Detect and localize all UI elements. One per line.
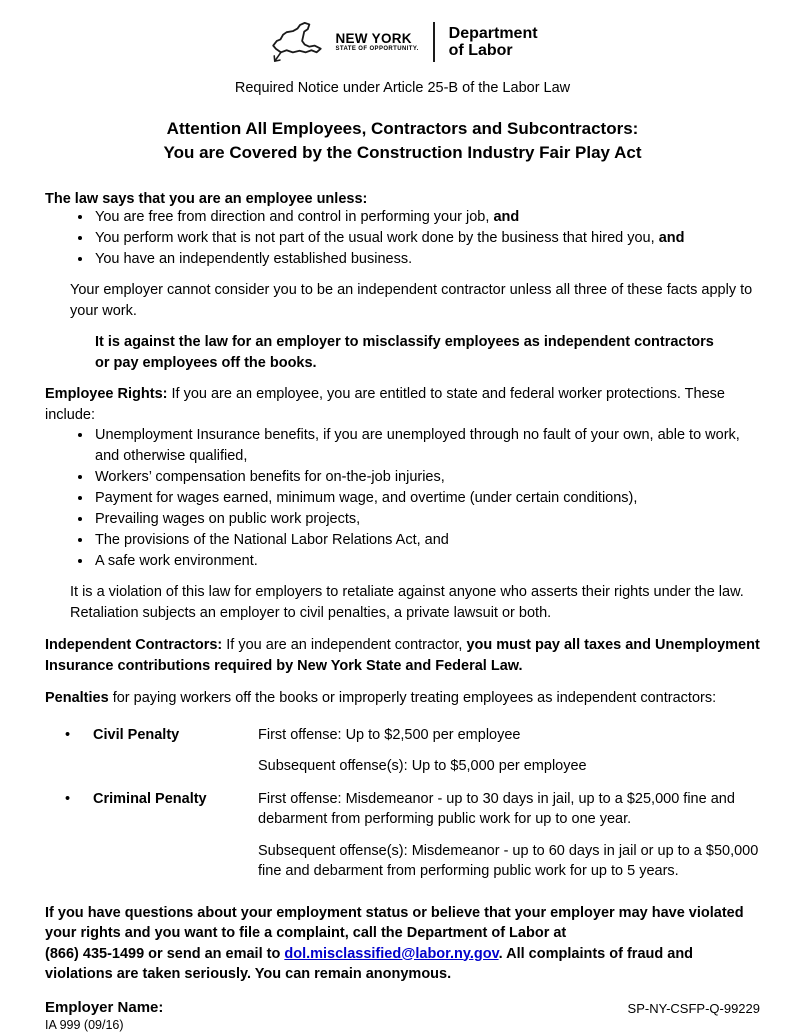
text-segment: You are free from direction and control in performing your job, xyxy=(95,209,494,225)
logo-divider xyxy=(433,22,435,62)
employee-rights-list xyxy=(45,425,760,572)
form-number: IA 999 (09/16) xyxy=(45,1017,124,1032)
required-notice-line: Required Notice under Article 25-B of the Labor Law xyxy=(234,80,571,96)
penalty-detail: First offense: Up to $2,500 per employee xyxy=(258,726,521,743)
penalties-intro xyxy=(45,688,760,709)
list-item: • Payment for wages earned, minimum wage, and overtime (under certain conditions), xyxy=(93,488,760,509)
retaliation-paragraph: It is a violation of this law for employers to retaliate against anyone who asserts their rights under the law. Retaliation subjects an employer to civil penalties, a private lawsuit or both. xyxy=(70,584,744,621)
page-title xyxy=(45,117,760,165)
penalties-table xyxy=(45,725,760,893)
list-item xyxy=(93,207,760,228)
text-segment: . All complaints of fraud and violations are taken seriously. You can remain anonymous. xyxy=(45,945,694,982)
logo-dept-line2: of Labor xyxy=(448,42,513,59)
penalty-detail: First offense: Misdemeanor - up to 30 days in jail, up to a $25,000 fine and debarment from performing public work for up to one year. xyxy=(258,790,735,827)
title-line2: You are Covered by the Construction Industry Fair Play Act xyxy=(163,143,642,162)
list-item xyxy=(93,228,760,249)
footer xyxy=(45,999,760,1016)
text-segment: (866) 435-1499 or send an email to xyxy=(45,945,285,962)
penalty-label: Criminal Penalty xyxy=(93,790,207,807)
penalty-label: Civil Penalty xyxy=(93,726,180,743)
list-item: • Unemployment Insurance benefits, if you are unemployed through no fault of your own, able to work, and otherwise qualified, xyxy=(93,425,760,467)
logo-new-york: NEW YORK xyxy=(335,30,412,46)
nydol-logo xyxy=(45,16,760,68)
list-item: • A safe work environment. xyxy=(93,551,760,572)
text-segment: You perform work that is not part of the usual work done by the business that hired you, xyxy=(95,230,659,246)
bullet-icon: • xyxy=(65,726,71,743)
text-segment: for paying workers off the books or improperly treating employees as independent contractors: xyxy=(108,690,717,706)
text-segment: If you have questions about your employment status or believe that your employer may have violated your rights and you want to file a complaint, call the Department of Labor at xyxy=(45,904,744,941)
law-says-list xyxy=(45,207,760,270)
document-code: SP-NY-CSFP-Q-99229 xyxy=(627,1000,760,1016)
penalty-description xyxy=(258,789,760,893)
text-segment: and xyxy=(658,230,685,246)
logo-brand-text xyxy=(335,32,418,53)
text-segment: you must pay all taxes and Unemployment Insurance contributions required by New York State and Federal Law. xyxy=(45,637,760,674)
text-segment: Employee Rights: xyxy=(45,386,168,402)
employer-name-label: Employer Name: xyxy=(45,998,164,1016)
employee-rights-lead xyxy=(45,384,760,425)
penalty-detail: Subsequent offense(s): Misdemeanor - up to 60 days in jail or up to a $50,000 fine and debarment from performing public work for up to 5 years. xyxy=(258,842,759,879)
list-item xyxy=(93,249,760,270)
logo-department-of-labor xyxy=(449,25,538,59)
text-segment: Independent Contractors: xyxy=(45,637,223,653)
list-item: • Workers’ compensation benefits for on-the-job injuries, xyxy=(93,467,760,488)
list-item: • The provisions of the National Labor Relations Act, and xyxy=(93,530,760,551)
independent-contractors-paragraph xyxy=(45,635,760,676)
list-item: • Prevailing wages on public work projects, xyxy=(93,509,760,530)
penalty-description xyxy=(258,725,760,788)
table-row xyxy=(45,725,760,788)
employer-cannot-paragraph: Your employer cannot consider you to be an independent contractor unless all three of these facts apply to your work. xyxy=(70,282,753,319)
title-line1: Attention All Employees, Contractors and Subcontractors: xyxy=(166,119,639,138)
text-segment: If you are an independent contractor, xyxy=(222,637,467,653)
table-row xyxy=(45,789,760,893)
ny-state-outline-icon xyxy=(267,16,329,68)
bullet-icon: • xyxy=(65,790,71,807)
penalty-detail: Subsequent offense(s): Up to $5,000 per employee xyxy=(258,758,587,774)
misclassify-warning-paragraph: It is against the law for an employer to misclassify employees as independent contractors or pay employees off the books. xyxy=(95,334,714,371)
law-says-heading: The law says that you are an employee unless: xyxy=(45,191,368,207)
questions-paragraph xyxy=(45,903,760,985)
text-segment: and xyxy=(493,209,520,225)
logo-dept-line1: Department xyxy=(448,25,538,42)
email-link[interactable]: dol.misclassified@labor.ny.gov xyxy=(284,945,499,962)
text-segment: Penalties xyxy=(45,690,109,706)
text-segment: You have an independently established business. xyxy=(95,251,413,267)
logo-state-of-opportunity: STATE OF OPPORTUNITY. xyxy=(335,45,419,52)
text-segment: If you are an employee, you are entitled to state and federal worker protections. These include: xyxy=(45,386,725,423)
